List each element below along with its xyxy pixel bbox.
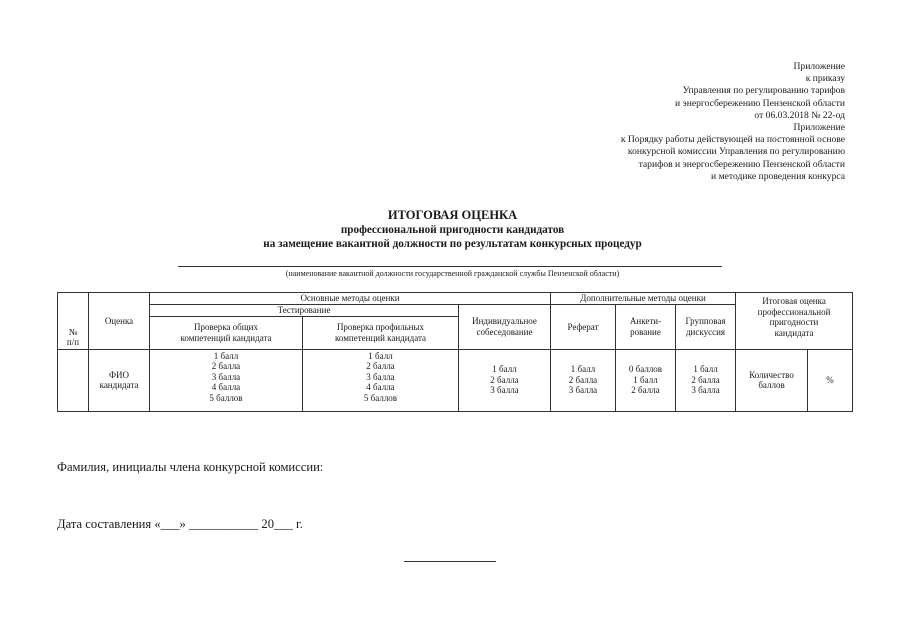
scale-test-general <box>150 349 303 411</box>
fio-text: ФИО кандидата <box>99 369 139 390</box>
group-discussion-header <box>676 305 736 350</box>
appendix-line: Управления по регулированию тарифов <box>682 85 845 97</box>
scale-questionnaire-text: 0 баллов 1 балл 2 балла <box>628 364 663 396</box>
test-general-header <box>150 316 303 349</box>
scale-test-profile-text: 1 балл 2 балла 3 балла 4 балла 5 баллов <box>363 350 398 403</box>
appendix-line: к Порядку работы действующей на постоянной основе <box>620 134 845 146</box>
essay-text: Реферат <box>567 321 599 332</box>
test-general-text: Проверка общих компетенций кандидата <box>180 322 272 343</box>
position-name-line <box>178 266 722 267</box>
col-number-text: № п/п <box>66 326 80 347</box>
appendix-line: конкурсной комиссии Управления по регулированию <box>627 146 845 158</box>
scale-essay-text: 1 балл 2 балла 3 балла <box>568 364 598 396</box>
scale-test-profile <box>303 349 459 411</box>
title-line-2: профессиональной пригодности кандидатов <box>340 224 565 236</box>
main-methods-header <box>150 293 551 305</box>
scale-interview <box>459 349 551 411</box>
appendix-line: и методике проведения конкурса <box>711 170 845 182</box>
scale-test-general-text: 1 балл 2 балла 3 балла 4 балла 5 баллов <box>209 350 243 403</box>
compilation-date-label: Дата составления «___» ___________ 20___ г. <box>57 517 303 531</box>
interview-header <box>459 305 551 350</box>
points-count-cell <box>736 349 808 411</box>
document-title <box>0 208 905 251</box>
appendix-line: к приказу <box>805 73 845 85</box>
title-line-3: на замещение вакантной должности по результатам конкурсных процедур <box>263 238 642 250</box>
col-eval-header <box>89 293 150 350</box>
extra-methods-text: Дополнительные методы оценки <box>580 293 706 304</box>
extra-methods-header <box>551 293 736 305</box>
col-eval-text: Оценка <box>104 315 134 326</box>
interview-text: Индивидуальное собеседование <box>472 316 537 337</box>
scale-interview-text: 1 балл 2 балла 3 балла <box>490 364 519 396</box>
position-caption: (наименование вакантной должности государственной гражданской службы Пензенской области) <box>285 269 620 278</box>
questionnaire-text: Анкети- рование <box>629 316 662 337</box>
appendix-line: и энергосбережению Пензенской области <box>675 97 845 109</box>
scale-questionnaire <box>616 349 676 411</box>
essay-header <box>551 305 616 350</box>
percent-cell <box>808 349 853 411</box>
points-count-text: Количество баллов <box>749 369 794 390</box>
appendix-line: тарифов и энергосбережению Пензенской области <box>638 158 845 170</box>
end-divider <box>404 561 496 562</box>
title-main: ИТОГОВАЯ ОЦЕНКА <box>387 208 518 222</box>
scale-group-text: 1 балл 2 балла 3 балла <box>691 364 720 396</box>
final-score-header <box>736 293 853 350</box>
appendix-block <box>515 61 845 183</box>
final-score-text: Итоговая оценка профессиональной пригодности кандидата <box>757 296 831 338</box>
appendix-line: от 06.03.2018 № 22-од <box>754 109 845 121</box>
evaluation-table <box>57 292 853 412</box>
commission-member-label: Фамилия, инициалы члена конкурсной комиссии: <box>57 460 324 474</box>
appendix-line: Приложение <box>793 122 845 134</box>
group-discussion-text: Групповая дискуссия <box>685 316 726 337</box>
row-number-cell <box>58 349 89 411</box>
questionnaire-header <box>616 305 676 350</box>
main-methods-text: Основные методы оценки <box>300 293 400 304</box>
scale-group-discussion <box>676 349 736 411</box>
fio-cell <box>89 349 150 411</box>
col-number-header <box>58 293 89 350</box>
testing-text: Тестирование <box>277 305 331 315</box>
testing-header <box>150 305 459 317</box>
test-profile-text: Проверка профильных компетенций кандидата <box>334 322 426 343</box>
appendix-line: Приложение <box>793 61 845 72</box>
scale-essay <box>551 349 616 411</box>
test-profile-header <box>303 316 459 349</box>
percent-text: % <box>826 374 834 385</box>
